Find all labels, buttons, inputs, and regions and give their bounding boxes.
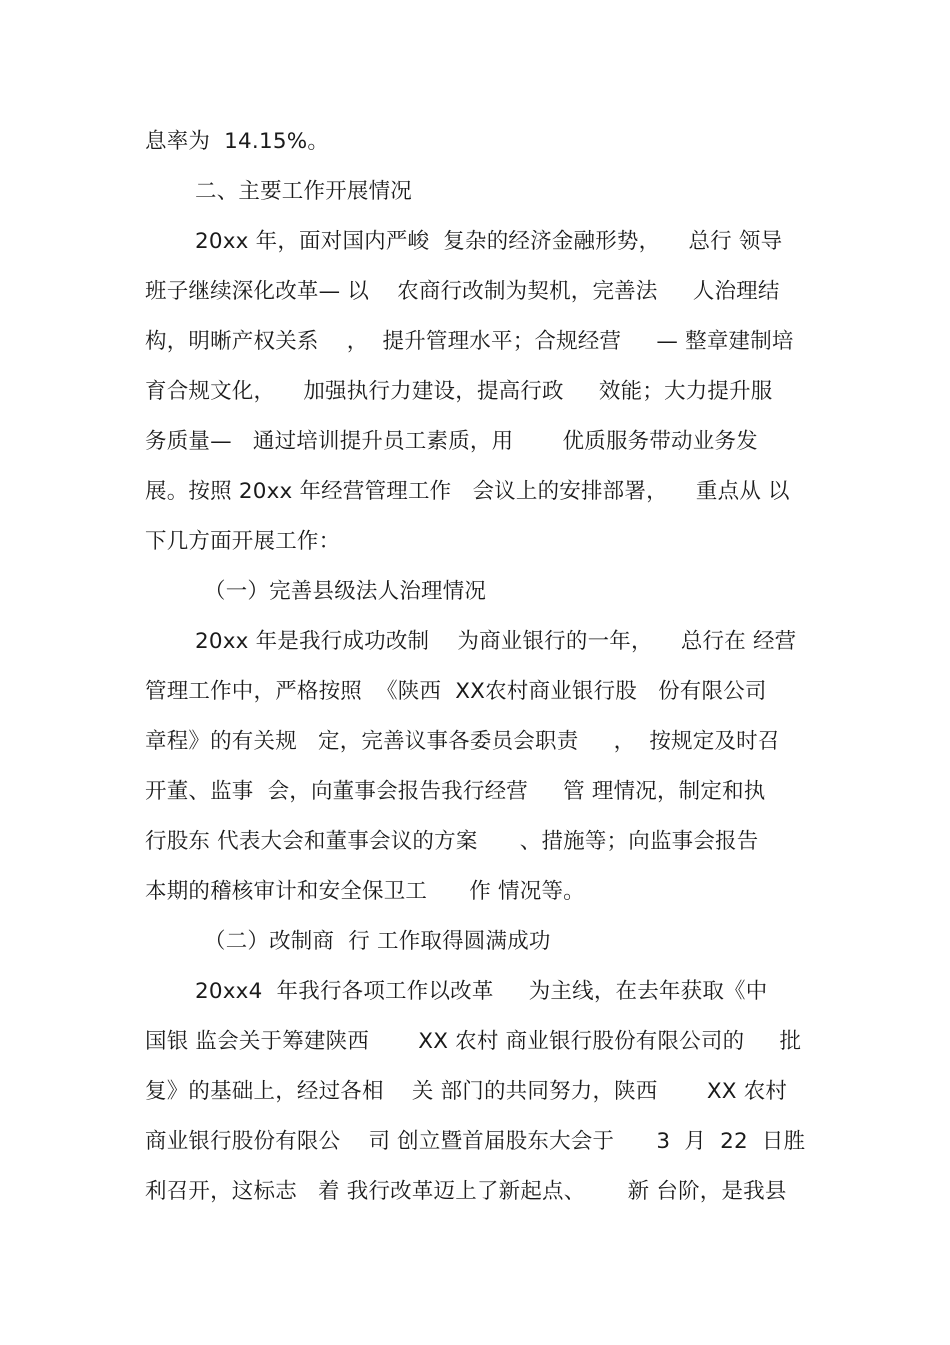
paragraph-line-22: 利召开，这标志 着 我行改革迈上了新起点、 新 台阶，是我县 xyxy=(145,1179,787,1204)
paragraph-line-16: 本期的稽核审计和安全保卫工 作 情况等。 xyxy=(145,879,585,904)
section-heading-2: 二、主要工作开展情况 xyxy=(195,179,413,204)
paragraph-line-11: 20xx 年是我行成功改制 为商业银行的一年， 总行在 经营 xyxy=(195,629,797,654)
paragraph-line-19: 国银 监会关于筹建陕西 XX 农村 商业银行股份有限公司的 批 xyxy=(145,1029,802,1054)
subsection-heading-2: （二）改制商 行 工作取得圆满成功 xyxy=(204,929,551,954)
paragraph-line-18: 20xx4 年我行各项工作以改革 为主线，在去年获取《中 xyxy=(195,979,768,1004)
paragraph-line-14: 开董、监事 会，向董事会报告我行经营 管 理情况，制定和执 xyxy=(145,779,766,804)
paragraph-line-8: 展。按照 20xx 年经营管理工作 会议上的安排部署， 重点从 以 xyxy=(145,479,790,504)
paragraph-line-5: 构，明晰产权关系 ， 提升管理水平；合规经营 — 整章建制培 xyxy=(145,329,794,354)
paragraph-line-3: 20xx 年，面对国内严峻 复杂的经济金融形势， 总行 领导 xyxy=(195,229,783,254)
paragraph-line-21: 商业银行股份有限公 司 创立暨首届股东大会于 3 月 22 日胜 xyxy=(145,1129,806,1154)
paragraph-line-12: 管理工作中，严格按照 《陕西 XX农村商业银行股 份有限公司 xyxy=(145,679,767,704)
paragraph-line-20: 复》的基础上，经过各相 关 部门的共同努力，陕西 XX 农村 xyxy=(145,1079,788,1104)
paragraph-line-6: 育合规文化， 加强执行力建设，提高行政 效能；大力提升服 xyxy=(145,379,773,404)
paragraph-line-1: 息率为 14.15%。 xyxy=(145,129,330,154)
paragraph-line-13: 章程》的有关规 定，完善议事各委员会职责 ， 按规定及时召 xyxy=(145,729,780,754)
paragraph-line-7: 务质量— 通过培训提升员工素质，用 优质服务带动业务发 xyxy=(145,429,758,454)
paragraph-line-15: 行股东 代表大会和董事会议的方案 、措施等；向监事会报告 xyxy=(145,829,759,854)
paragraph-line-9: 下几方面开展工作： xyxy=(145,529,341,554)
paragraph-line-4: 班子继续深化改革— 以 农商行改制为契机，完善法 人治理结 xyxy=(145,279,780,304)
subsection-heading-1: （一）完善县级法人治理情况 xyxy=(204,579,487,604)
